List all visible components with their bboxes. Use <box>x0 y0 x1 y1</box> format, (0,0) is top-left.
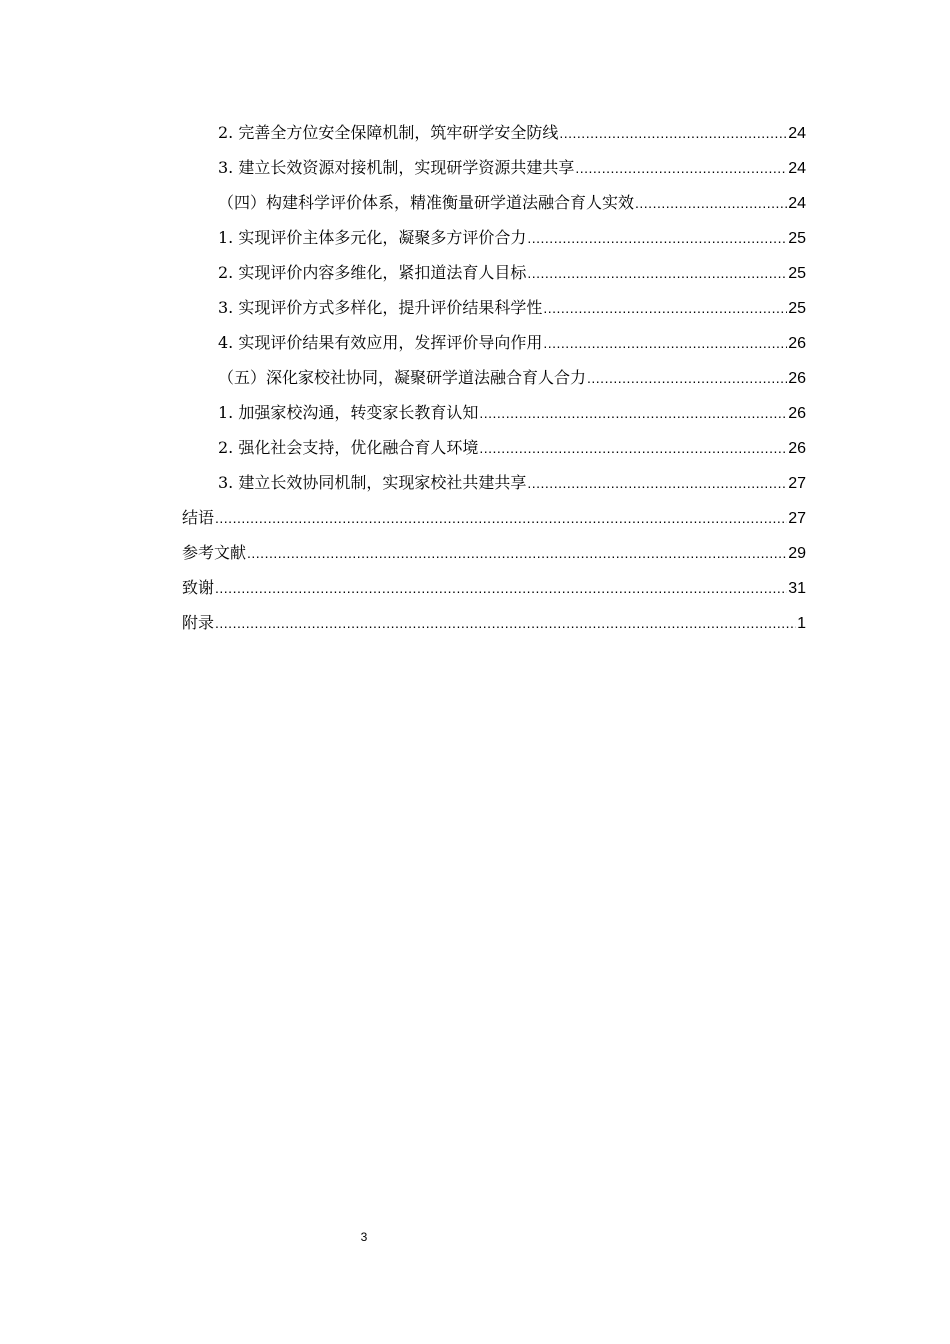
toc-entry-title: 1. 加强家校沟通，转变家长教育认知 <box>218 403 479 422</box>
toc-entry-page: 24 <box>788 195 806 212</box>
toc-entry-page: 27 <box>788 475 806 492</box>
toc-leader-dots <box>527 220 787 256</box>
toc-leader-dots <box>587 360 787 396</box>
toc-entry-page: 27 <box>788 510 806 527</box>
toc-entry-page: 25 <box>788 230 806 247</box>
toc-entry-title: 2. 强化社会支持，优化融合育人环境 <box>218 438 479 457</box>
toc-leader-dots <box>215 500 787 536</box>
toc-leader-dots <box>527 465 787 501</box>
toc-leader-dots <box>635 185 787 221</box>
toc-entry-page: 24 <box>788 125 806 142</box>
toc-entry-title: 1. 实现评价主体多元化，凝聚多方评价合力 <box>218 228 527 247</box>
toc-entry-title: 3. 实现评价方式多样化，提升评价结果科学性 <box>218 298 543 317</box>
toc-entry[interactable] <box>182 220 806 255</box>
toc-entry-title: 参考文献 <box>182 543 247 562</box>
toc-entry[interactable] <box>182 185 806 220</box>
toc-entry-page: 26 <box>788 405 806 422</box>
toc-entry[interactable] <box>182 535 806 570</box>
toc-leader-dots <box>479 395 787 431</box>
toc-leader-dots <box>527 255 787 291</box>
toc-entry[interactable] <box>182 115 806 150</box>
toc-entry-title: 附录 <box>182 613 215 632</box>
toc-entry-title: 2. 完善全方位安全保障机制，筑牢研学安全防线 <box>218 123 559 142</box>
toc-entry[interactable] <box>182 360 806 395</box>
toc-entry-title: 结语 <box>182 508 215 527</box>
toc-entry[interactable] <box>182 570 806 605</box>
toc-entry-page: 29 <box>788 545 806 562</box>
toc-entry-page: 26 <box>788 335 806 352</box>
toc-entry-page: 26 <box>788 370 806 387</box>
toc-entry-page: 1 <box>797 615 806 632</box>
toc-leader-dots <box>215 605 796 641</box>
toc-leader-dots <box>543 325 787 361</box>
toc-entry-page: 31 <box>788 580 806 597</box>
page-number: 3 <box>360 1230 368 1244</box>
toc-entry[interactable] <box>182 325 806 360</box>
toc-entry[interactable] <box>182 430 806 465</box>
toc-entry-page: 25 <box>788 265 806 282</box>
toc-entry-title: （四）构建科学评价体系，精准衡量研学道法融合育人实效 <box>218 193 635 212</box>
table-of-contents <box>182 115 806 640</box>
toc-entry-title: （五）深化家校社协同，凝聚研学道法融合育人合力 <box>218 368 587 387</box>
toc-entry[interactable] <box>182 500 806 535</box>
toc-leader-dots <box>543 290 787 326</box>
toc-leader-dots <box>247 535 787 571</box>
toc-entry-title: 致谢 <box>182 578 215 597</box>
toc-leader-dots <box>575 150 787 186</box>
toc-entry[interactable] <box>182 290 806 325</box>
toc-entry-page: 25 <box>788 300 806 317</box>
toc-entry[interactable] <box>182 395 806 430</box>
toc-entry[interactable] <box>182 150 806 185</box>
toc-entry[interactable] <box>182 255 806 290</box>
toc-entry-page: 26 <box>788 440 806 457</box>
toc-leader-dots <box>559 115 787 151</box>
toc-entry-title: 2. 实现评价内容多维化，紧扣道法育人目标 <box>218 263 527 282</box>
toc-entry[interactable] <box>182 465 806 500</box>
toc-entry-title: 3. 建立长效协同机制，实现家校社共建共享 <box>218 473 527 492</box>
toc-leader-dots <box>215 570 787 606</box>
toc-leader-dots <box>479 430 787 466</box>
toc-entry-title: 4. 实现评价结果有效应用，发挥评价导向作用 <box>218 333 543 352</box>
toc-entry[interactable] <box>182 605 806 640</box>
toc-entry-page: 24 <box>788 160 806 177</box>
toc-entry-title: 3. 建立长效资源对接机制，实现研学资源共建共享 <box>218 158 575 177</box>
